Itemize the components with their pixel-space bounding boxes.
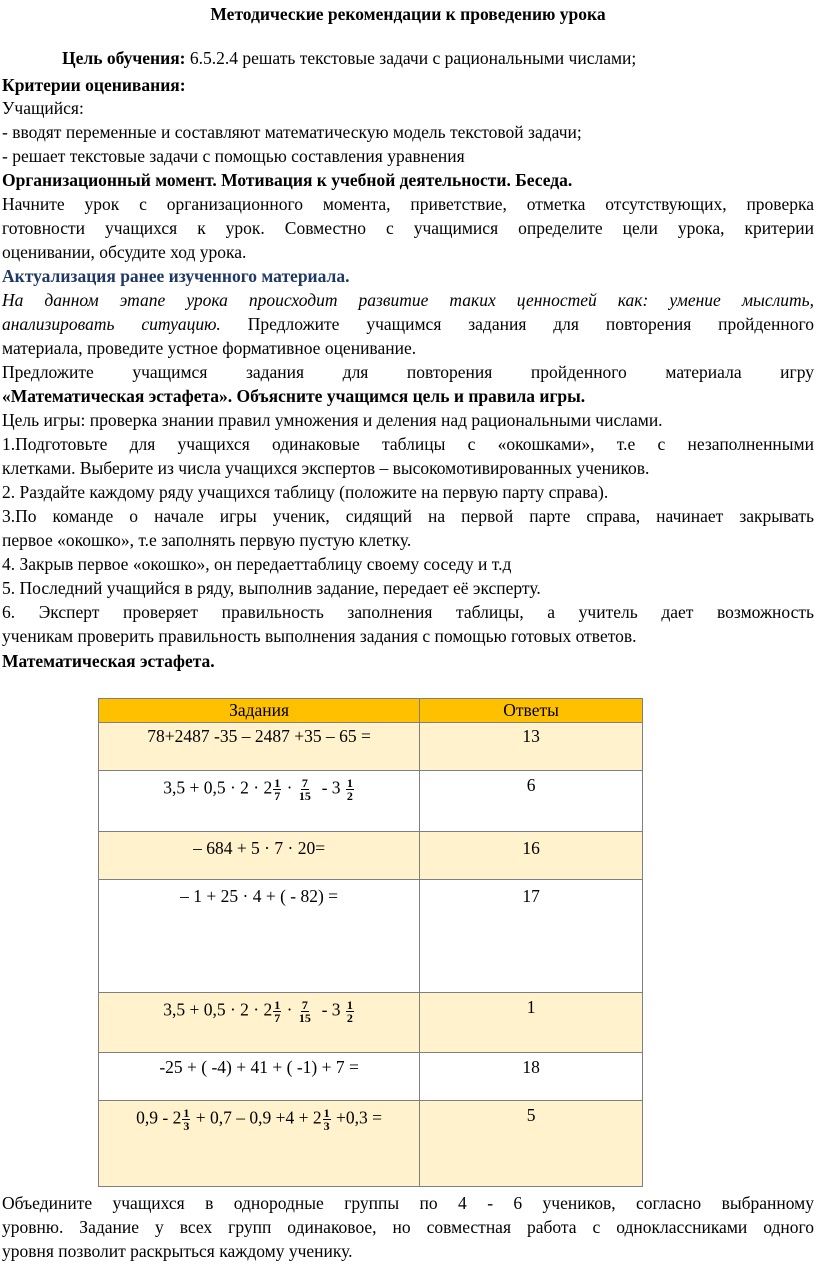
task-cell: – 1 + 25 · 4 + ( - 82) =: [99, 880, 420, 993]
actualization-line: [2, 313, 814, 335]
closing-line: уровню. Задание у всех групп одинаковое, но совместная работа с одноклассниками одного: [2, 1217, 814, 1237]
task-cell: 3,5 + 0,5 · 2 · 2 $\frac{1}{7}$ · $\frac{7}{15}$ - 3 $\frac{1}{2}$: [99, 771, 420, 832]
fraction: $\frac{7}{15}$: [298, 998, 311, 1025]
fraction: $\frac{1}{3}$: [183, 1106, 190, 1133]
student-label: Учащийся:: [2, 98, 84, 118]
actualization-line: материала, проведите устное формативное оценивание.: [2, 338, 417, 358]
answer-cell: 16: [420, 832, 643, 880]
step-line: 3.По команде о начале игры ученик, сидящий на первой парте справа, начинает закрывать: [2, 506, 814, 526]
table-header-row: [99, 699, 643, 723]
fraction: $\frac{1}{3}$: [323, 1106, 330, 1133]
game-goal: Цель игры: проверка знании правил умножения и деления над рациональными числами.: [2, 410, 663, 430]
fraction: $\frac{7}{15}$: [298, 776, 311, 803]
table-row: [99, 832, 643, 880]
answer-cell: 1: [420, 993, 643, 1053]
step-line: ученикам проверить правильность выполнения задания с помощью готовых ответов.: [2, 626, 637, 646]
learning-goal: [62, 48, 636, 69]
table-row: [99, 1101, 643, 1187]
game-intro-line: Предложите учащимся задания для повторения пройденного материала игру: [2, 362, 814, 382]
game-intro-line: «Математическая эстафета». Объясните учащимся цель и правила игры.: [2, 386, 586, 406]
relay-heading: Математическая эстафета.: [2, 651, 215, 671]
criteria-heading: Критерии оценивания:: [2, 75, 186, 95]
fraction: $\frac{1}{7}$: [274, 776, 281, 803]
closing-line: Объедините учащихся в однородные группы по 4 - 6 учеников, согласно выбранному: [2, 1193, 814, 1213]
org-heading: Организационный момент. Мотивация к учебной деятельности. Беседа.: [2, 170, 573, 190]
table-row: [99, 723, 643, 771]
step-line: клетками. Выберите из числа учащихся экспертов – высокомотивированных учеников.: [2, 458, 650, 478]
column-header-tasks: Задания: [99, 699, 420, 723]
answer-cell: 5: [420, 1101, 643, 1187]
table-row: [99, 1053, 643, 1101]
org-paragraph-line: Начните урок с организационного момента, приветствие, отметка отсутствующих, проверка: [2, 194, 814, 214]
goal-text: 6.5.2.4 решать текстовые задачи с рациональными числами;: [185, 48, 637, 68]
task-cell: -25 + ( -4) + 41 + ( -1) + 7 =: [99, 1053, 420, 1101]
step-line: 4. Закрыв первое «окошко», он передаеттаблицу своему соседу и т.д: [2, 554, 512, 574]
actualization-line: На данном этапе урока происходит развитие таких ценностей как: умение мыслить,: [2, 290, 814, 310]
answer-cell: 13: [420, 723, 643, 771]
org-paragraph-line: оценивании, обсудите ход урока.: [2, 242, 247, 262]
answer-cell: 18: [420, 1053, 643, 1101]
criteria-item: - вводят переменные и составляют математическую модель текстовой задачи;: [2, 122, 582, 142]
step-line: 2. Раздайте каждому ряду учащихся таблицу (положите на первую парту справа).: [2, 482, 609, 502]
fraction: $\frac{1}{2}$: [346, 776, 353, 803]
actualization-text: Предложите учащимся задания для повторения пройденного: [220, 314, 814, 334]
fraction: $\frac{1}{7}$: [274, 998, 281, 1025]
criteria-item: - решает текстовые задачи с помощью составления уравнения: [2, 146, 465, 166]
step-line: 5. Последний учащийся в ряду, выполнив задание, передает её эксперту.: [2, 578, 541, 598]
task-cell: 3,5 + 0,5 · 2 · 2 $\frac{1}{7}$ · $\frac{7}{15}$ - 3 $\frac{1}{2}$: [99, 993, 420, 1053]
table-row: [99, 771, 643, 832]
org-paragraph-line: готовности учащихся к урок. Совместно с учащимися определите цели урока, критерии: [2, 218, 814, 238]
table-row: [99, 880, 643, 993]
actualization-heading: Актуализация ранее изученного материала.: [2, 266, 350, 286]
relay-table: [98, 698, 643, 1187]
answer-cell: 17: [420, 880, 643, 993]
goal-label: Цель обучения:: [62, 48, 186, 68]
table-row: [99, 993, 643, 1053]
fraction: $\frac{1}{2}$: [346, 998, 353, 1025]
step-line: 1.Подготовьте для учащихся одинаковые таблицы с «окошками», т.е с незаполненными: [2, 434, 814, 454]
task-cell: 78+2487 -35 – 2487 +35 – 65 =: [99, 723, 420, 771]
step-line: первое «окошко», т.е заполнять первую пустую клетку.: [2, 530, 412, 550]
closing-line: уровня позволит раскрыться каждому ученику.: [2, 1241, 353, 1261]
column-header-answers: Ответы: [420, 699, 643, 723]
actualization-italic: анализировать ситуацию.: [2, 314, 221, 334]
task-cell: 0,9 - 2 $\frac{1}{3}$ + 0,7 – 0,9 +4 + 2 $\frac{1}{3}$ +0,3 =: [99, 1101, 420, 1187]
step-line: 6. Эксперт проверяет правильность заполнения таблицы, а учитель дает возможность: [2, 602, 814, 622]
task-cell: – 684 + 5 · 7 · 20=: [99, 832, 420, 880]
answer-cell: 6: [420, 771, 643, 832]
page-title: Методические рекомендации к проведению урока: [210, 4, 606, 24]
